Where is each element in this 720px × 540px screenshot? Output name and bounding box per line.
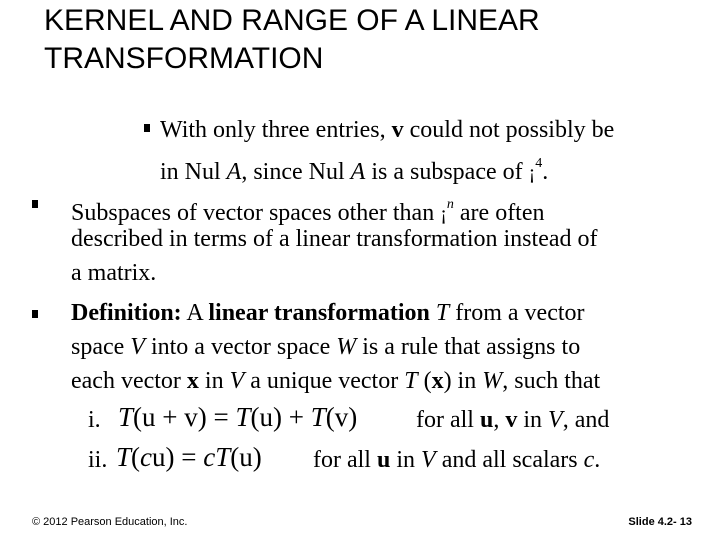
- item-i-marker: i.: [88, 407, 101, 433]
- slide-number: Slide 4.2- 13: [628, 516, 692, 528]
- item-i-formula: T(u + v) = T(u) + T(v): [118, 402, 358, 432]
- sub-bullet-line2: in Nul A, since Nul A is a subspace of ¡$^4$.: [160, 156, 549, 185]
- rn-superscript: 4: [535, 156, 543, 171]
- bullet-marker: [32, 200, 38, 208]
- item-ii-formula: T(cu) = cT(u): [116, 442, 262, 472]
- bullet1-line2: described in terms of a linear transformation instead of: [71, 226, 598, 252]
- bullet1-text-b: are often: [459, 200, 545, 226]
- bullet1-text-a: Subspaces of vector spaces other than: [71, 200, 435, 226]
- sub-bullet-line1: With only three entries, v could not possibly be: [160, 117, 615, 143]
- item-ii-marker: ii.: [88, 447, 108, 473]
- item-i-text: for all u, v in V, and: [416, 407, 610, 433]
- bullet1-line3: a matrix.: [71, 260, 157, 286]
- sub-bullet-marker: [144, 124, 150, 132]
- definition-label: Definition:: [71, 300, 182, 326]
- item-ii-text: for all u in V and all scalars c.: [313, 447, 601, 473]
- bullet-marker: [32, 310, 38, 318]
- slide-title: KERNEL AND RANGE OF A LINEAR TRANSFORMATION: [44, 4, 540, 75]
- bullet2-line3: each vector x in V a unique vector T (x) in W, such that: [71, 368, 601, 394]
- bullet2-line1: Definition: A linear transformation T from a vector: [71, 300, 585, 326]
- bullet2-line2: space V into a vector space W is a rule that assigns to: [71, 334, 581, 360]
- rn-superscript-n: n: [446, 197, 454, 212]
- bullet1-line1: Subspaces of vector spaces other than ¡$^n$ are often: [71, 197, 545, 226]
- copyright-text: © 2012 Pearson Education, Inc.: [32, 516, 188, 528]
